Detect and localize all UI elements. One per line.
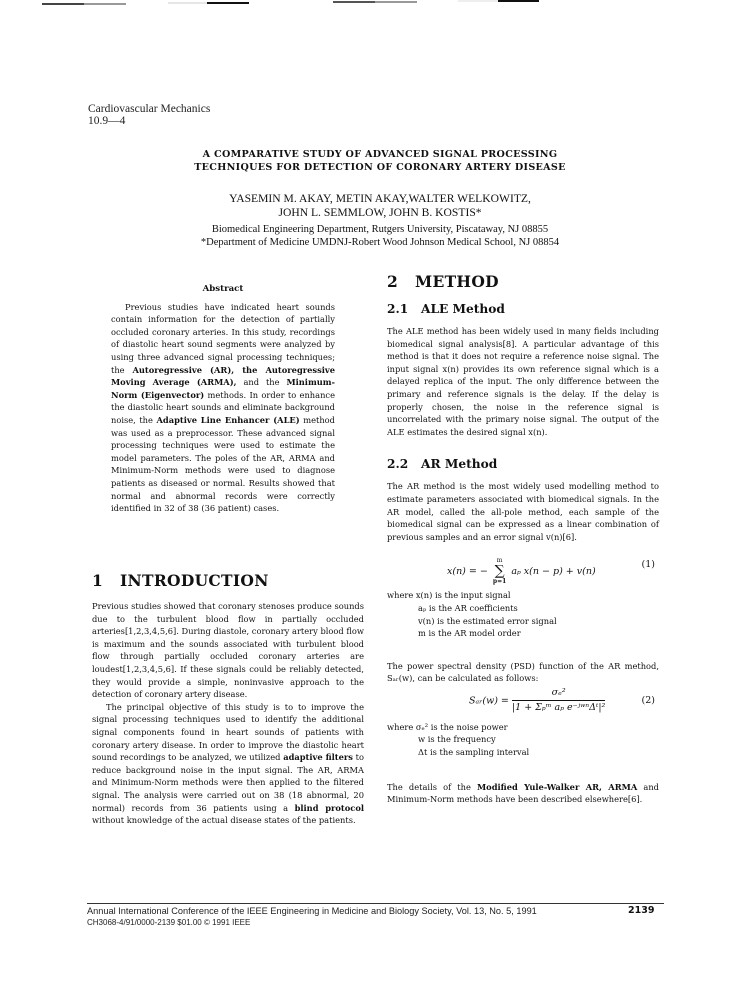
equation-2: [387, 685, 659, 721]
details-bold: Modified Yule-Walker AR, ARMA: [477, 781, 638, 792]
definition-line: aₚ is the AR coefficients: [418, 602, 518, 613]
eq2-numerator: σₑ²: [512, 687, 605, 702]
author-list: [100, 192, 660, 220]
subsection-title: AR Method: [421, 457, 498, 472]
equation-2-body: [469, 687, 605, 715]
definition-line: where x(n) is the input signal: [387, 590, 511, 601]
affiliations: [150, 224, 610, 249]
introduction-heading: [92, 571, 364, 591]
abstract-section: [111, 283, 335, 515]
abstract-text: Previous studies have indicated heart sounds contain information for the detection of partially occluded coronary arteries. In this study, recordings of diastolic heart sound segments were analyzed by using three advanced signal processing techniques; the: [111, 301, 335, 375]
session-name: Cardiovascular Mechanics: [88, 103, 211, 115]
scan-artifact-line: [375, 1, 417, 3]
section-number: 2: [387, 272, 399, 291]
scan-artifact-line: [42, 3, 84, 5]
abstract-bold-ale: Adaptive Line Enhancer (ALE): [156, 414, 300, 425]
page-number: 2139: [628, 905, 655, 916]
abstract-text: methods. In order to enhance the diastolic heart sounds and eliminate background noise, the: [111, 389, 335, 425]
session-code: 10.9—4: [88, 115, 126, 127]
intro-paragraph-1: Previous studies showed that coronary stenoses produce sounds due to the turbulent blood flow in partially occluded arteries[1,2,3,4,5,6]. During diastole, coronary artery blood flow is maximum and the sounds associated with turbulent blood flow through partially occluded coronary arteries are loudest[1,2,3,4,5,6]. If these signals could be reliably detected, they would provide a simple, noninvasive approach to the detection of coronary artery disease.: [92, 601, 364, 700]
definition-line: w is the frequency: [418, 734, 496, 745]
footer-rule: [87, 903, 664, 904]
scan-artifact-line: [498, 0, 539, 2]
scan-artifact-line: [207, 2, 249, 4]
intro-paragraph-2: [92, 701, 364, 827]
definition-line: m is the AR model order: [418, 628, 521, 639]
abstract-text: method was used as a preprocessor. These advanced signal processing techniques were used to estimate the model parameters. The poles of the AR, ARMA and Minimum-Norm methods were used to diagnose patients as diseased or normal. Results showed that normal and abnormal records were correctly identified in 32 of 38 (36 patient) cases.: [111, 414, 335, 514]
subsection-title: ALE Method: [421, 302, 505, 316]
method-heading: [387, 272, 659, 292]
affiliation-2: *Department of Medicine UMDNJ-Robert Wood Johnson Medical School, NJ 08854: [200, 236, 560, 248]
introduction-section: [92, 571, 364, 827]
copyright-code: CH3068-4/91/0000-2139 $01.00 © 1991 IEEE: [87, 918, 251, 927]
section-title: INTRODUCTION: [120, 571, 269, 590]
equation-1-body: [447, 557, 596, 586]
method-section: [387, 272, 659, 806]
ar-method-heading: [387, 456, 659, 472]
details-text: and Minimum-Norm methods have been described elsewhere[6].: [387, 781, 659, 805]
subsection-number: 2.1: [387, 302, 409, 316]
title-line-1: A COMPARATIVE STUDY OF ADVANCED SIGNAL PROCESSING: [202, 149, 558, 160]
affiliation-1: Biomedical Engineering Department, Rutgers University, Piscataway, NJ 08855: [211, 224, 549, 235]
psd-intro: The power spectral density (PSD) function of the AR method, Sₐᵣ(w), can be calculated as follows:: [387, 660, 659, 684]
authors-line-1: YASEMIN M. AKAY, METIN AKAY,WALTER WELKOWITZ,: [229, 192, 531, 205]
sigma-symbol: ∑: [494, 563, 505, 580]
equation-number: (2): [641, 694, 655, 706]
abstract-heading: Abstract: [202, 284, 244, 294]
ale-method-heading: [387, 301, 659, 317]
eq1-rhs: aₚ x(n − p) + v(n): [511, 566, 596, 578]
details-text: The details of the: [387, 781, 477, 792]
abstract-bold-minnorm: Minimum-Norm (Eigenvector): [111, 377, 335, 400]
abstract-text: and the: [236, 377, 287, 388]
scan-artifact-line: [84, 3, 126, 5]
intro-text: to reduce background noise in the input signal. The AR, ARMA and Minimum-Norm methods were then applied to the filtered signal. The analysis were carried out on 38 (18 abnormal, 20 normal) records from 36 patients using a: [92, 752, 364, 813]
intro-bold-blind-protocol: blind protocol: [294, 802, 365, 813]
eq2-definitions: [387, 721, 659, 759]
abstract-body: [111, 301, 335, 515]
definition-line: where σₑ² is the noise power: [387, 721, 508, 732]
ale-method-body: The ALE method has been widely used in many fields including biomedical signal analysis[8]. A particular advantage of this method is that it does not require a reference noise signal. The input signal x(n) provides its own reference signal which is a delayed replica of the input. The only difference between the primary and reference signals is the delay. If the delay is properly chosen, the noise in the reference signal is uncorrelated with the primary noise signal. The output of the ALE estimates the desired signal x(n).: [387, 326, 659, 437]
equation-1: [387, 549, 659, 589]
equation-number: (1): [641, 559, 655, 571]
intro-text: The principal objective of this study is to to improve the signal processing techniques used to identify the additional signal components found in heart sounds of patients with coronary artery disease. In order to improve the diastolic heart sound recordings to be analyzed, we utilized: [92, 701, 364, 763]
eq1-lhs: x(n) = −: [447, 566, 488, 578]
eq2-denominator: |1 + Σₚᵐ aₚ e⁻ʲʷⁿΔᵗ|²: [511, 702, 606, 714]
section-number: 1: [92, 571, 104, 590]
scan-artifact-line: [458, 0, 498, 2]
title-line-2: TECHNIQUES FOR DETECTION OF CORONARY ARTERY DISEASE: [194, 162, 566, 173]
eq2-fraction: [512, 687, 605, 715]
methods-details: [387, 781, 659, 806]
definition-line: v(n) is the estimated error signal: [418, 615, 557, 626]
abstract-bold-methods: Autoregressive (AR), the Autoregressive Moving Average (ARMA),: [111, 364, 335, 388]
sum-upper-limit: m: [496, 557, 503, 565]
intro-bold-adaptive-filters: adaptive filters: [283, 752, 353, 763]
section-title: METHOD: [415, 272, 499, 291]
scan-artifact-line: [168, 2, 207, 4]
eq1-definitions: [387, 589, 659, 639]
sum-operator: [493, 557, 506, 586]
session-header: [88, 103, 210, 127]
definition-line: Δt is the sampling interval: [418, 747, 530, 758]
subsection-number: 2.2: [387, 457, 409, 472]
ar-method-body: The AR method is the most widely used modelling method to estimate parameters associated with biomedical signals. In the AR model, called the all-pole method, each sample of the biomedical signal can be expressed as a linear combination of previous samples and an error signal v(n)[6].: [387, 481, 659, 542]
eq2-lhs: Sₐᵣ(w) =: [469, 695, 509, 707]
sum-lower-limit: p=1: [492, 578, 507, 586]
authors-line-2: JOHN L. SEMMLOW, JOHN B. KOSTIS*: [278, 206, 482, 219]
scan-artifact-line: [333, 1, 375, 3]
conference-citation: Annual International Conference of the IEEE Engineering in Medicine and Biology Society, Vol. 13, No. 5, 1991: [87, 906, 537, 916]
intro-text: without knowledge of the actual disease states of the patients.: [92, 815, 356, 826]
paper-title: [100, 148, 660, 174]
